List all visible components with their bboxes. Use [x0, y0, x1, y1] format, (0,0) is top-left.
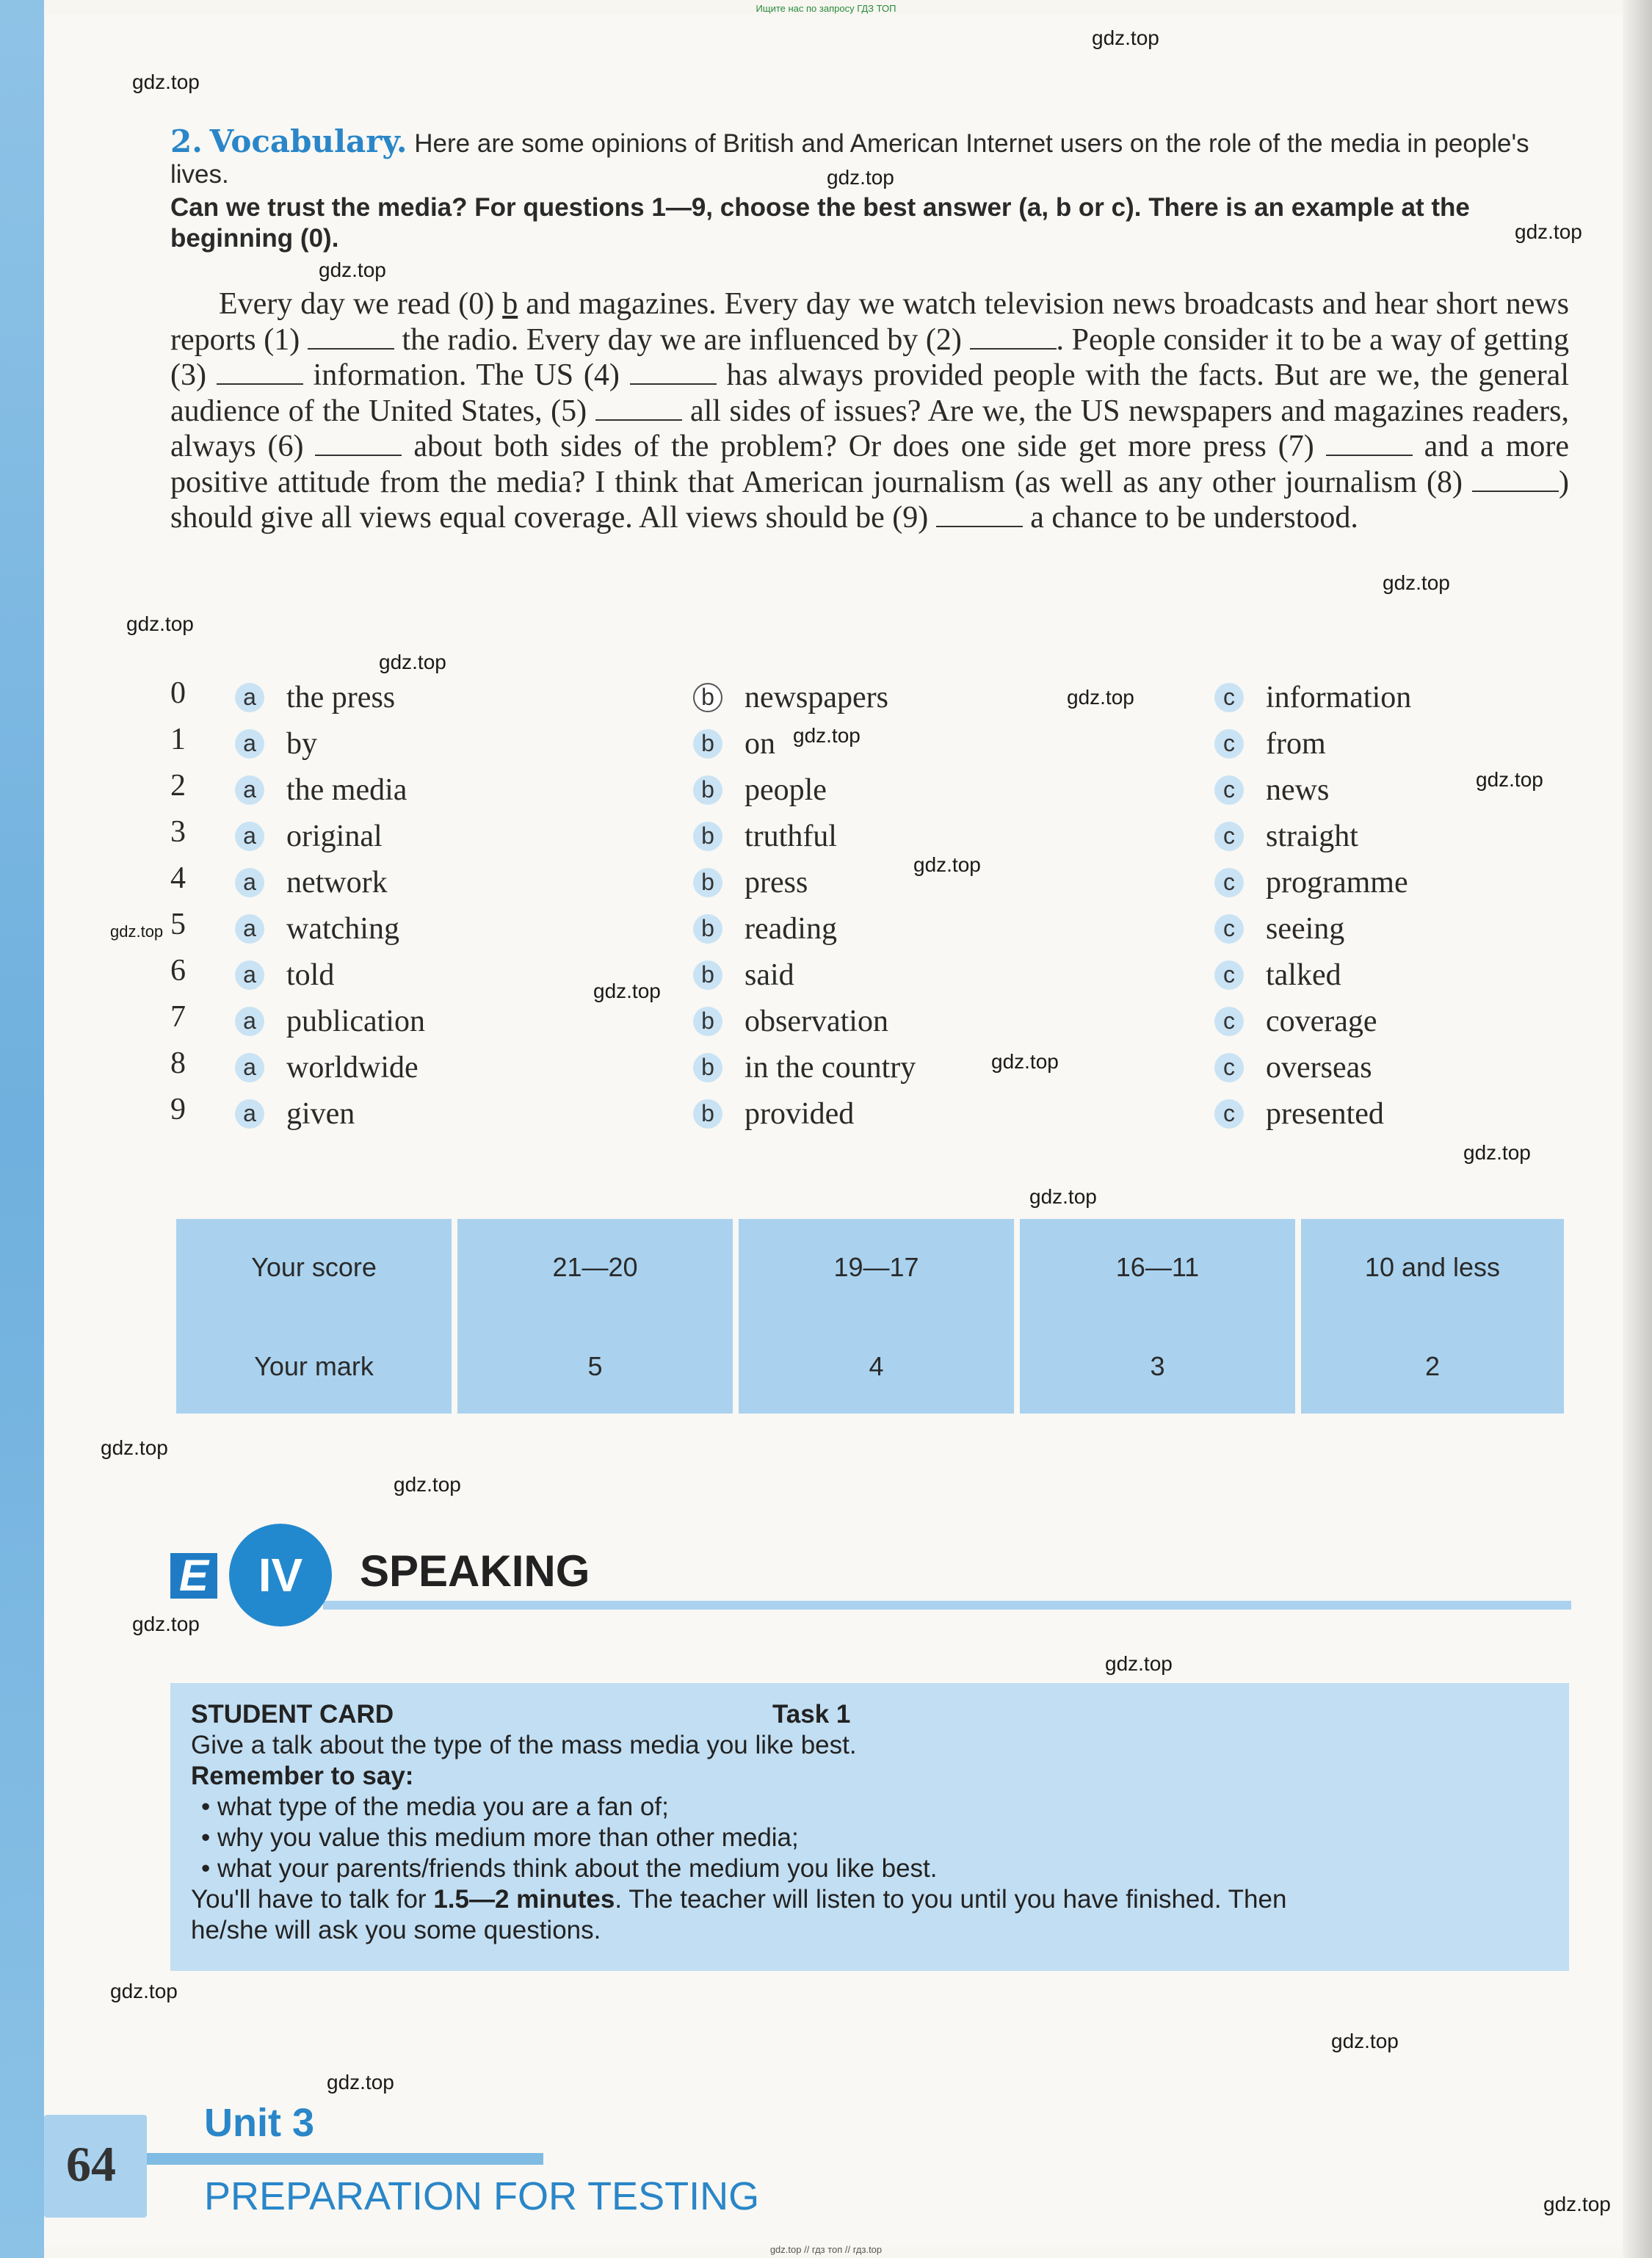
section-number-badge: IV — [229, 1524, 332, 1626]
page-fold-shadow — [1623, 0, 1652, 2258]
option-text: original — [286, 819, 383, 853]
option-text: talked — [1266, 958, 1341, 992]
option-text: provided — [745, 1097, 855, 1131]
option-letter-icon: b — [693, 960, 722, 990]
passage-text: a chance to be understood. — [1030, 501, 1358, 535]
option-letter-icon: c — [1214, 1007, 1244, 1036]
card-bullet: • why you value this medium more than other media; — [201, 1823, 799, 1852]
option-letter-icon: b — [693, 822, 722, 851]
option-row — [170, 953, 1573, 997]
option-text: told — [286, 958, 335, 992]
option-letter-icon: b — [693, 729, 722, 759]
passage-text: all sides of issues? Are we, the US newspapers and magazines readers, always (6) — [170, 394, 1569, 463]
answer-blank — [970, 326, 1057, 350]
option-row — [170, 999, 1573, 1043]
answer-blank — [936, 504, 1023, 527]
option-row — [170, 814, 1573, 858]
option-letter-icon: c — [1214, 822, 1244, 851]
option-text: presented — [1266, 1097, 1384, 1131]
option-letter-icon: b — [693, 1053, 722, 1082]
answer-blank — [630, 361, 717, 385]
watermark: gdz.top — [1543, 2193, 1611, 2215]
watermark: gdz.top — [1029, 1185, 1097, 1208]
watermark: gdz.top — [101, 1436, 168, 1459]
passage-text: the radio. Every day we are influenced by (2) — [402, 322, 962, 357]
watermark: gdz.top — [991, 1050, 1059, 1073]
question-number: 0 — [170, 676, 186, 710]
option-letter-icon: a — [235, 960, 264, 990]
mark-value: 4 — [869, 1351, 884, 1381]
passage-text: and magazines. Every day we watch television news broadcasts and hear short news reports (1) — [170, 287, 1570, 357]
option-letter-icon: a — [235, 914, 264, 944]
card-note-text: he/she will ask you some questions. — [191, 1916, 601, 1944]
watermark: gdz.top — [394, 1473, 461, 1496]
task-question-text: Can we trust the media? For questions 1—9, choose the best answer (a, b or c). There is an example at the beginning (0). — [170, 193, 1470, 253]
option-letter-icon: a — [235, 868, 264, 897]
card-intro: Give a talk about the type of the mass media you like best. — [191, 1731, 857, 1759]
option-text: by — [286, 727, 317, 761]
option-text: the media — [286, 773, 407, 807]
mark-value: 3 — [1150, 1351, 1165, 1381]
card-note-duration: 1.5—2 minutes — [433, 1885, 615, 1914]
option-row — [170, 861, 1573, 905]
watermark: gdz.top — [1331, 2030, 1399, 2052]
example-answer: b — [502, 287, 518, 321]
score-labels-column — [176, 1219, 452, 1414]
watermark: gdz.top — [593, 980, 661, 1002]
option-letter-icon: a — [235, 1007, 264, 1036]
card-task: Task 1 — [772, 1700, 851, 1729]
option-text: on — [745, 727, 775, 761]
option-text: the press — [286, 681, 396, 714]
mark-label: Your mark — [254, 1351, 374, 1381]
option-letter-icon: b — [693, 683, 722, 712]
bottom-note: gdz.top // гдз топ // гдз.top — [769, 2244, 883, 2255]
watermark: gdz.top — [327, 2071, 394, 2094]
option-text: observation — [745, 1005, 888, 1038]
page-edge-stripe — [0, 0, 44, 2258]
option-text: network — [286, 866, 388, 900]
option-letter-icon: b — [693, 868, 722, 897]
option-letter-icon: b — [693, 1099, 722, 1129]
question-number: 6 — [170, 954, 186, 988]
page-number-box — [44, 2115, 147, 2218]
option-text: watching — [286, 912, 399, 946]
option-letter-icon: b — [693, 1007, 722, 1036]
card-note-text: You'll have to talk for — [191, 1885, 427, 1914]
option-letter-icon: a — [235, 729, 264, 759]
watermark: gdz.top — [126, 612, 194, 635]
page-number: 64 — [66, 2136, 116, 2192]
question-number: 9 — [170, 1093, 186, 1126]
section-divider — [323, 1601, 1571, 1610]
question-number: 3 — [170, 815, 186, 849]
option-text: worldwide — [286, 1051, 419, 1085]
task-instruction — [170, 123, 1569, 190]
passage-text: about both sides of the problem? Or does one side get more press (7) — [413, 430, 1314, 463]
passage-text: . People consider it to be a way of getting (3) — [170, 322, 1570, 392]
card-bullet: • what your parents/friends think about the medium you like best. — [201, 1854, 938, 1883]
exam-icon: E — [170, 1553, 217, 1599]
card-remember: Remember to say: — [191, 1762, 414, 1790]
section-title: SPEAKING — [360, 1546, 590, 1596]
watermark: gdz.top — [913, 853, 981, 876]
score-table — [176, 1219, 1564, 1414]
watermark: gdz.top — [379, 651, 446, 673]
score-column — [1020, 1219, 1295, 1414]
option-text: coverage — [1266, 1005, 1377, 1038]
option-letter-icon: a — [235, 1099, 264, 1129]
card-label: STUDENT CARD — [191, 1700, 394, 1729]
card-note — [191, 1884, 1286, 1915]
reading-passage — [170, 286, 1569, 536]
option-letter-icon: c — [1214, 729, 1244, 759]
option-letter-icon: c — [1214, 683, 1244, 712]
question-number: 2 — [170, 769, 186, 803]
watermark: gdz.top — [132, 1613, 200, 1635]
option-letter-icon: c — [1214, 775, 1244, 805]
watermark: gdz.top — [1463, 1141, 1531, 1164]
question-number: 4 — [170, 861, 186, 895]
answer-blank — [595, 397, 682, 421]
watermark: gdz.top — [132, 70, 200, 93]
option-letter-icon: a — [235, 775, 264, 805]
option-text: overseas — [1266, 1051, 1372, 1085]
watermark: gdz.top — [1515, 220, 1582, 243]
option-text: said — [745, 958, 794, 992]
option-text: straight — [1266, 819, 1358, 853]
option-row — [170, 722, 1573, 766]
task-number: 2. — [170, 123, 203, 159]
answer-blank — [217, 361, 303, 385]
task-question — [170, 192, 1569, 254]
option-row — [170, 907, 1573, 951]
card-note-text: . The teacher will listen to you until you have finished. Then — [615, 1885, 1287, 1914]
option-row — [170, 1046, 1573, 1090]
score-column — [1301, 1219, 1564, 1414]
watermark: gdz.top — [110, 1980, 178, 2002]
answer-blank — [1326, 433, 1413, 456]
option-letter-icon: c — [1214, 1099, 1244, 1129]
option-letter-icon: a — [235, 1053, 264, 1082]
watermark: gdz.top — [827, 166, 894, 189]
option-text: seeing — [1266, 912, 1345, 946]
option-text: information — [1266, 681, 1412, 714]
score-range: 21—20 — [552, 1252, 638, 1282]
option-letter-icon: c — [1214, 960, 1244, 990]
passage-text: and a more positive attitude from the media? I think that American journalism (as well as any other journalism (8) — [170, 430, 1569, 499]
score-range: 19—17 — [833, 1252, 919, 1282]
answer-blank — [308, 326, 394, 350]
option-letter-icon: b — [693, 775, 722, 805]
unit-bar — [147, 2153, 543, 2165]
answer-blank — [315, 433, 402, 456]
passage-text: ) should give all views equal coverage. All views should be (9) — [170, 465, 1569, 535]
score-range: 16—11 — [1115, 1252, 1200, 1282]
score-range: 10 and less — [1364, 1252, 1501, 1282]
option-letter-icon: c — [1214, 1053, 1244, 1082]
task-intro: Here are some opinions of British and American Internet users on the role of the media in people's lives. — [170, 129, 1529, 189]
question-number: 5 — [170, 908, 186, 941]
option-letter-icon: a — [235, 683, 264, 712]
watermark: gdz.top — [1383, 571, 1450, 594]
option-text: press — [745, 866, 808, 900]
option-row — [170, 676, 1573, 720]
option-text: news — [1266, 773, 1330, 807]
option-text: people — [745, 773, 827, 807]
option-text: given — [286, 1097, 355, 1131]
watermark: gdz.top — [1105, 1652, 1173, 1675]
watermark: gdz.top — [1092, 26, 1159, 49]
option-text: in the country — [745, 1051, 916, 1085]
option-text: programme — [1266, 866, 1408, 900]
passage-text: Every day we read (0) — [219, 287, 495, 321]
student-card — [170, 1683, 1569, 1971]
option-text: reading — [745, 912, 837, 946]
option-letter-icon: c — [1214, 914, 1244, 944]
watermark: gdz.top — [319, 258, 386, 281]
watermark: gdz.top — [1476, 768, 1543, 791]
passage-text: has always provided people with the facts. But are we, the general audience of the United States, (5) — [170, 358, 1569, 428]
question-number: 8 — [170, 1046, 186, 1080]
option-text: newspapers — [745, 681, 888, 714]
watermark: gdz.top — [1067, 686, 1134, 709]
option-letter-icon: a — [235, 822, 264, 851]
option-letter-icon: b — [693, 914, 722, 944]
unit-title: Unit 3 — [204, 2101, 315, 2145]
card-bullet: • what type of the media you are a fan of; — [201, 1792, 669, 1821]
score-column — [739, 1219, 1014, 1414]
score-label: Your score — [251, 1252, 377, 1282]
footer-section-title: PREPARATION FOR TESTING — [204, 2174, 760, 2218]
mark-value: 2 — [1424, 1351, 1441, 1381]
mark-value: 5 — [587, 1351, 603, 1381]
question-number: 7 — [170, 1000, 186, 1034]
option-text: publication — [286, 1005, 425, 1038]
score-column — [457, 1219, 733, 1414]
top-note: Ищите нас по запросу ГДЗ ТОП — [756, 3, 896, 14]
option-row — [170, 1092, 1573, 1136]
answer-blank — [1472, 468, 1559, 492]
option-text: from — [1266, 727, 1326, 761]
passage-text: information. The US (4) — [313, 358, 620, 392]
option-letter-icon: c — [1214, 868, 1244, 897]
task-title: Vocabulary. — [209, 123, 407, 159]
watermark: gdz.top — [793, 724, 861, 747]
option-text: truthful — [745, 819, 837, 853]
option-row — [170, 768, 1573, 812]
watermark: gdz.top — [110, 922, 164, 941]
question-number: 1 — [170, 723, 186, 756]
